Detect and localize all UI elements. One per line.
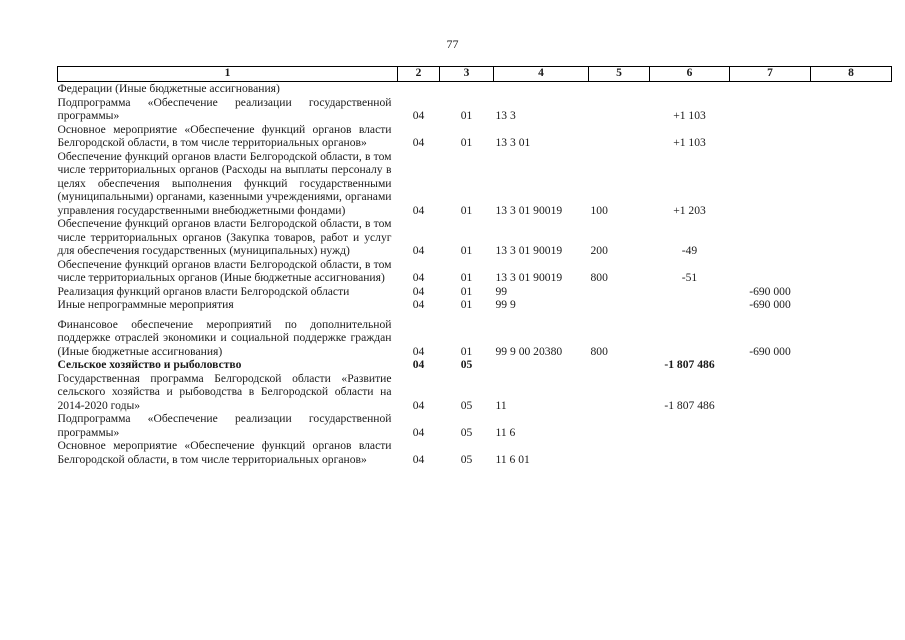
row-description: Основное мероприятие «Обеспечение функций органов власти Белгородской области, в том числе территориальных органов» xyxy=(57,439,392,466)
cell-amount-6: +1 103 xyxy=(673,136,706,149)
table-row xyxy=(58,285,892,299)
cell-target-code: 13 3 xyxy=(495,109,516,122)
cell-amount-7 xyxy=(730,372,811,413)
cell-subsection: 01 xyxy=(460,284,473,298)
cell-section: 04 xyxy=(412,358,425,371)
cell-subsection: 01 xyxy=(460,271,473,284)
column-header-8: 8 xyxy=(811,67,892,82)
cell-target-code xyxy=(494,82,589,96)
cell-amount-6 xyxy=(650,82,730,96)
cell-amount-8 xyxy=(811,123,892,150)
cell-expense-type xyxy=(589,96,650,123)
cell-section: 04 xyxy=(412,298,425,311)
row-description: Обеспечение функций органов власти Белгородской области, в том числе территориальных органов (Расходы на выплаты персоналу в целях обеспечения выполнения функций государственными (муниципальными) органами, казенными учреждениями, органами управления государственными внебюджетными фондами) xyxy=(57,149,392,217)
cell-amount-6: -1 807 486 xyxy=(664,358,715,371)
cell-amount-6: -51 xyxy=(681,271,698,284)
cell-amount-7 xyxy=(730,439,811,466)
row-description: Подпрограмма «Обеспечение реализации государственной программы» xyxy=(57,95,392,122)
cell-expense-type: 200 xyxy=(590,244,608,257)
row-description: Федерации (Иные бюджетные ассигнования) xyxy=(57,82,280,95)
cell-section: 04 xyxy=(412,244,425,257)
cell-section: 04 xyxy=(412,284,425,298)
table-row xyxy=(58,96,892,123)
cell-section: 04 xyxy=(412,344,425,358)
cell-target-code xyxy=(494,358,589,372)
cell-amount-7 xyxy=(730,123,811,150)
cell-amount-7 xyxy=(730,412,811,439)
cell-section: 04 xyxy=(412,398,425,412)
cell-expense-type: 800 xyxy=(590,271,608,284)
cell-amount-7 xyxy=(730,358,811,372)
table-row xyxy=(58,258,892,285)
cell-amount-8 xyxy=(811,96,892,123)
table-row xyxy=(58,82,892,96)
table-row xyxy=(58,217,892,258)
cell-subsection: 01 xyxy=(460,244,473,257)
cell-subsection: 05 xyxy=(460,425,473,439)
cell-expense-type: 100 xyxy=(590,203,608,217)
cell-target-code: 13 3 01 90019 xyxy=(495,271,563,284)
page-number: 77 xyxy=(446,37,459,51)
cell-target-code: 99 xyxy=(495,284,508,298)
cell-section: 04 xyxy=(412,452,425,466)
cell-section: 04 xyxy=(412,203,425,217)
column-header-5: 5 xyxy=(589,67,650,82)
cell-section: 04 xyxy=(412,109,425,122)
cell-subsection: 05 xyxy=(460,358,473,371)
table-header-row xyxy=(58,67,892,82)
cell-amount-8 xyxy=(811,439,892,466)
cell-amount-8 xyxy=(811,312,892,359)
cell-amount-7 xyxy=(730,96,811,123)
cell-amount-6 xyxy=(650,439,730,466)
cell-expense-type xyxy=(589,285,650,299)
cell-amount-6: +1 103 xyxy=(673,109,706,122)
cell-amount-8 xyxy=(811,412,892,439)
cell-amount-6 xyxy=(650,312,730,359)
table-row xyxy=(58,372,892,413)
column-header-3: 3 xyxy=(440,67,494,82)
cell-subsection: 01 xyxy=(460,109,473,122)
cell-section: 04 xyxy=(412,425,425,439)
table-row xyxy=(58,298,892,312)
column-header-1: 1 xyxy=(58,67,398,82)
row-description: Подпрограмма «Обеспечение реализации государственной программы» xyxy=(57,412,392,439)
table-row xyxy=(58,358,892,372)
cell-amount-7 xyxy=(730,258,811,285)
cell-expense-type xyxy=(589,358,650,372)
cell-section: 04 xyxy=(412,271,425,284)
cell-expense-type xyxy=(589,82,650,96)
cell-subsection: 05 xyxy=(460,398,473,412)
column-header-4: 4 xyxy=(494,67,589,82)
cell-amount-8 xyxy=(811,372,892,413)
row-description: Основное мероприятие «Обеспечение функций органов власти Белгородской области, в том числе территориальных органов» xyxy=(57,122,392,149)
cell-target-code: 99 9 00 20380 xyxy=(495,344,563,358)
row-description: Обеспечение функций органов власти Белгородской области, в том числе территориальных органов (Иные бюджетные ассигнования) xyxy=(57,257,392,284)
cell-expense-type xyxy=(589,439,650,466)
row-description: Финансовое обеспечение мероприятий по дополнительной поддержке отраслей экономики и социальной поддержке граждан (Иные бюджетные ассигнования) xyxy=(57,317,392,358)
column-header-7: 7 xyxy=(730,67,811,82)
cell-target-code: 11 6 01 xyxy=(495,452,530,466)
cell-target-code: 99 9 xyxy=(495,298,516,311)
cell-subsection: 01 xyxy=(460,203,473,217)
cell-amount-8 xyxy=(811,217,892,258)
cell-amount-6: -1 807 486 xyxy=(664,398,715,412)
cell-amount-6: +1 203 xyxy=(673,203,706,217)
cell-target-code: 13 3 01 90019 xyxy=(495,203,563,217)
row-description: Обеспечение функций органов власти Белгородской области, в том числе территориальных органов (Закупка товаров, работ и услуг для обеспечения государственных (муниципальных) нужд) xyxy=(57,217,392,257)
cell-amount-6: -49 xyxy=(681,244,698,257)
table-row xyxy=(58,439,892,466)
cell-amount-7: -690 000 xyxy=(749,284,791,298)
cell-amount-7 xyxy=(730,82,811,96)
column-header-2: 2 xyxy=(398,67,440,82)
cell-subsection: 01 xyxy=(460,298,473,311)
table-row xyxy=(58,412,892,439)
cell-subsection: 01 xyxy=(460,344,473,358)
table-row xyxy=(58,312,892,359)
cell-expense-type xyxy=(589,412,650,439)
cell-amount-8 xyxy=(811,150,892,218)
table-row xyxy=(58,150,892,218)
cell-subsection: 05 xyxy=(460,452,473,466)
column-header-6: 6 xyxy=(650,67,730,82)
cell-section xyxy=(398,82,440,96)
cell-amount-7 xyxy=(730,217,811,258)
cell-target-code: 11 6 xyxy=(495,425,516,439)
cell-subsection xyxy=(440,82,494,96)
cell-amount-8 xyxy=(811,82,892,96)
cell-target-code: 13 3 01 90019 xyxy=(495,244,563,257)
cell-expense-type xyxy=(589,298,650,312)
cell-expense-type xyxy=(589,123,650,150)
cell-amount-6 xyxy=(650,412,730,439)
cell-amount-8 xyxy=(811,298,892,312)
row-description: Государственная программа Белгородской области «Развитие сельского хозяйства и рыбоводства в Белгородской области на 2014-2020 годы» xyxy=(57,371,392,412)
cell-expense-type xyxy=(589,372,650,413)
cell-target-code: 13 3 01 xyxy=(495,136,531,149)
cell-subsection: 01 xyxy=(460,136,473,149)
row-description: Сельское хозяйство и рыболовство xyxy=(57,358,242,371)
budget-table xyxy=(57,66,892,466)
table-row xyxy=(58,123,892,150)
cell-amount-6 xyxy=(650,298,730,312)
cell-section: 04 xyxy=(412,136,425,149)
row-description: Реализация функций органов власти Белгородской области xyxy=(57,284,350,298)
cell-amount-8 xyxy=(811,285,892,299)
row-description: Иные непрограммные мероприятия xyxy=(57,298,234,311)
cell-amount-8 xyxy=(811,358,892,372)
cell-amount-7: -690 000 xyxy=(749,298,791,311)
cell-amount-8 xyxy=(811,258,892,285)
cell-target-code: 11 xyxy=(495,398,507,412)
cell-amount-7: -690 000 xyxy=(749,344,791,358)
cell-amount-6 xyxy=(650,285,730,299)
cell-expense-type: 800 xyxy=(590,344,608,358)
cell-amount-7 xyxy=(730,150,811,218)
